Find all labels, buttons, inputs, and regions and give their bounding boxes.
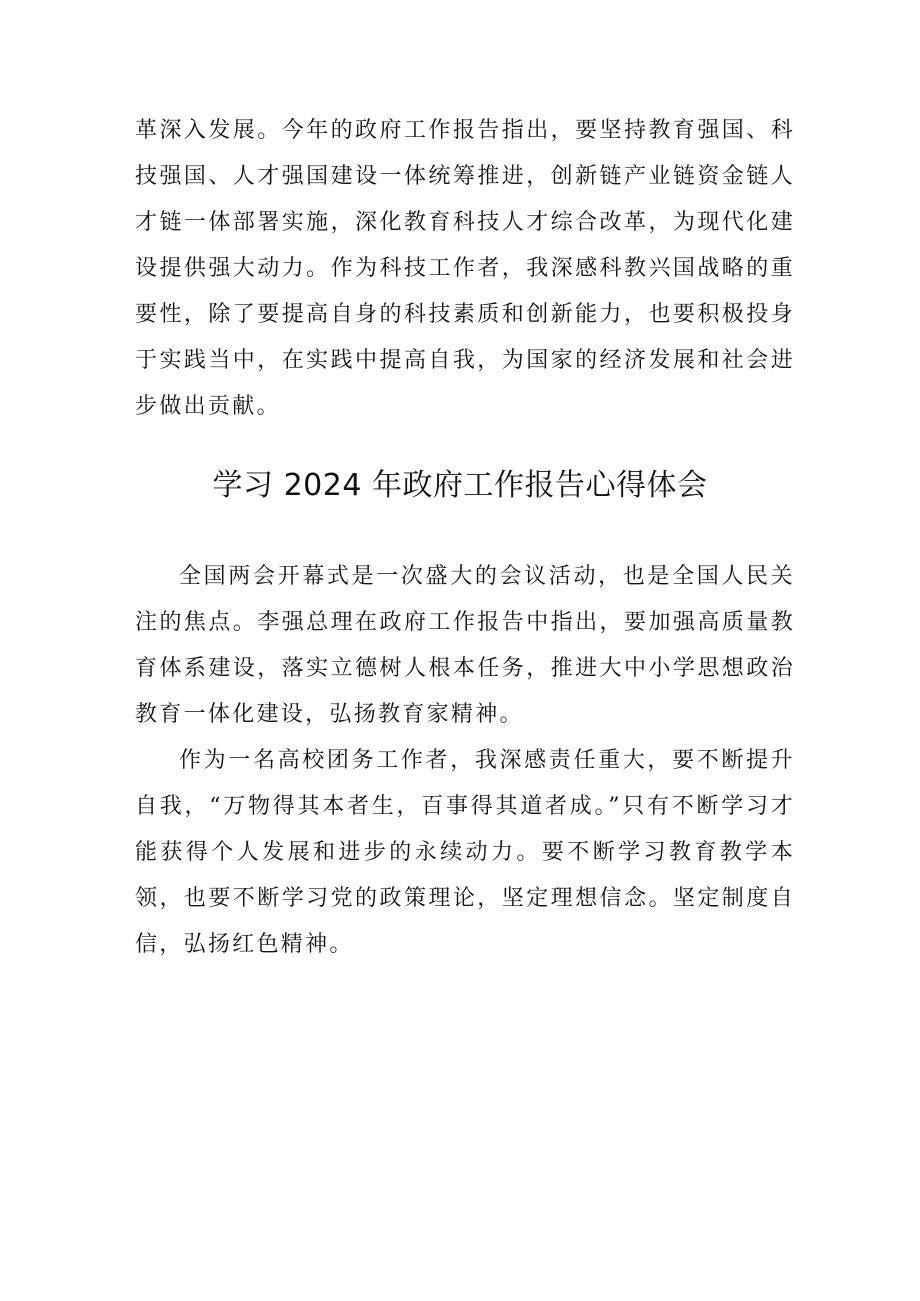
- continuation-paragraph: 革深入发展。今年的政府工作报告指出，要坚持教育强国、科技强国、人才强国建设一体统筹推进，创新链产业链资金链人才链一体部署实施，深化教育科技人才综合改革，为现代化建设提供强大动力。作为科技工作者，我深感科教兴国战略的重要性，除了要提高自身的科技素质和创新能力，也要积极投身于实践当中，在实践中提高自我，为国家的经济发展和社会进步做出贡献。: [135, 118, 795, 419]
- body-paragraph-1: 全国两会开幕式是一次盛大的会议活动，也是全国人民关注的焦点。李强总理在政府工作报告中指出，要加强高质量教育体系建设，落实立德树人根本任务，推进大中小学思想政治教育一体化建设，弘扬教育家精神。: [135, 564, 795, 727]
- document-title: 学习 2024 年政府工作报告心得体会: [212, 468, 708, 503]
- continuation-text-block: [135, 108, 795, 430]
- body-text-block: [135, 554, 795, 968]
- body-paragraph-2: 作为一名高校团务工作者，我深感责任重大，要不断提升自我，“万物得其本者生，百事得其道者成。”只有不断学习才能获得个人发展和进步的永续动力。要不断学习教育教学本领，也要不断学习党的政策理论，坚定理想信念。坚定制度自信，弘扬红色精神。: [135, 748, 795, 957]
